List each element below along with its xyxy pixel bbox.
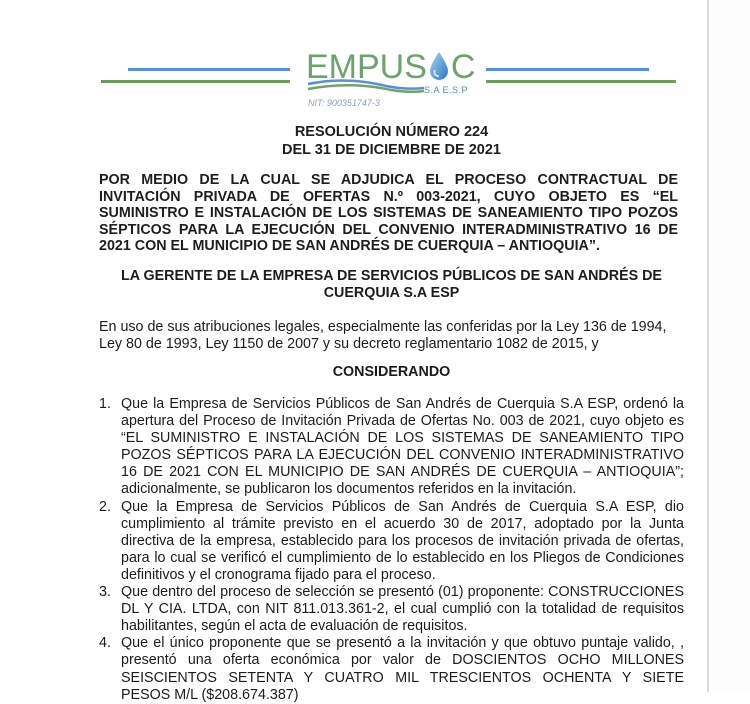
list-item: 3. Que dentro del proceso de selección se presentó (01) proponente: CONSTRUCCIONES DL Y CIA. LTDA, con NIT 811.013.361-2, el cual cumplió con la totalidad de requisitos habilitantes, según el acta de evaluación de requisitos. — [99, 584, 684, 635]
subject-line: INVITACIÓN PRIVADA DE OFERTAS N.º 003-2021, CUYO OBJETO ES “EL — [99, 188, 678, 205]
subject-line: SUMINISTRO E INSTALACIÓN DE LOS SISTEMAS DE SANEAMIENTO TIPO POZOS — [99, 205, 678, 222]
company-logo — [306, 48, 476, 112]
water-drop-icon — [427, 51, 451, 81]
list-item: 4. Que el único proponente que se presentó a la invitación y que obtuvo puntaje valido, , presentó una oferta económica por valor de DOSCIENTOS OCHO MILLONES SEISCIENTOS SETENTA Y CUATRO MIL TRESCIENTOS OCHENTA Y SIETE PESOS M/L ($208.674.387) — [99, 635, 684, 703]
preamble-paragraph: En uso de sus atribuciones legales, especialmente las conferidas por la Ley 136 de 1994, Ley 80 de 1993, Ley 1150 de 2007 y su decreto reglamentario 1082 de 2015, y — [99, 319, 667, 352]
letterhead — [0, 0, 707, 115]
list-item: 1. Que la Empresa de Servicios Públicos de San Andrés de Cuerquia S.A ESP, ordenó la apertura del Proceso de Invitación Privada de Ofertas No. 003 de 2021, cuyo objeto es “EL SUMINISTRO E INSTALACIÓN DE LOS SISTEMAS DE SANEAMIENTO TIPO POZOS SÉPTICOS PARA LA EJECUCIÓN DEL CONVENIO INTERADMINISTRATIVO 16 DE 2021 CON EL MUNICIPIO DE SAN ANDRÉS DE CUERQUIA – ANTIOQUIA”; adicionalmente, se publicaron los documentos referidos en la invitación. — [99, 396, 684, 498]
considerando-list — [99, 396, 684, 704]
resolution-number: RESOLUCIÓN NÚMERO 224 — [294, 124, 489, 140]
item-number: 1. — [99, 396, 111, 412]
issuing-authority: LA GERENTE DE LA EMPRESA DE SERVICIOS PÚBLICOS DE SAN ANDRÉS DE CUERQUIA S.A ESP — [121, 268, 662, 301]
resolution-date: DEL 31 DE DICIEMBRE DE 2021 — [282, 142, 501, 158]
list-item: 2. Que la Empresa de Servicios Públicos de San Andrés de Cuerquia S.A ESP, dio cumplimiento al trámite previsto en el acuerdo 30 de 2017, adoptado por la Junta directiva de la empresa, establecido para los procesos de invitación privada de ofertas, para lo cual se verificó el cumplimiento de lo establecido en los Pliegos de Condiciones definitivos y el cronograma fijado para el proceso. — [99, 498, 684, 583]
header-rule-green-right — [486, 80, 676, 83]
item-number: 2. — [99, 498, 111, 515]
resolution-title — [99, 123, 684, 159]
item-number: 3. — [99, 584, 111, 601]
resolution-subject — [99, 172, 678, 255]
subject-line: POR MEDIO DE LA CUAL SE ADJUDICA EL PROCESO CONTRACTUAL DE — [99, 172, 678, 188]
logo-subtitle: S.A E.S.P — [424, 85, 469, 95]
header-rule-blue-left — [128, 68, 290, 71]
item-number: 4. — [99, 635, 111, 652]
subject-line: 2021 CON EL MUNICIPIO DE SAN ANDRÉS DE CUERQUIA – ANTIOQUIA”. — [99, 238, 600, 255]
considerando-heading: CONSIDERANDO — [332, 364, 451, 380]
company-nit: NIT: 900351747-3 — [308, 98, 380, 108]
subject-line: SÉPTICOS PARA LA EJECUCIÓN DEL CONVENIO INTERADMINISTRATIVO 16 DE — [99, 221, 678, 238]
page-margin — [709, 0, 750, 692]
header-rule-green-left — [101, 80, 290, 83]
wave-icon — [306, 78, 426, 94]
header-rule-blue-right — [486, 68, 649, 71]
logo-wordmark: EMPUS C — [306, 48, 476, 86]
